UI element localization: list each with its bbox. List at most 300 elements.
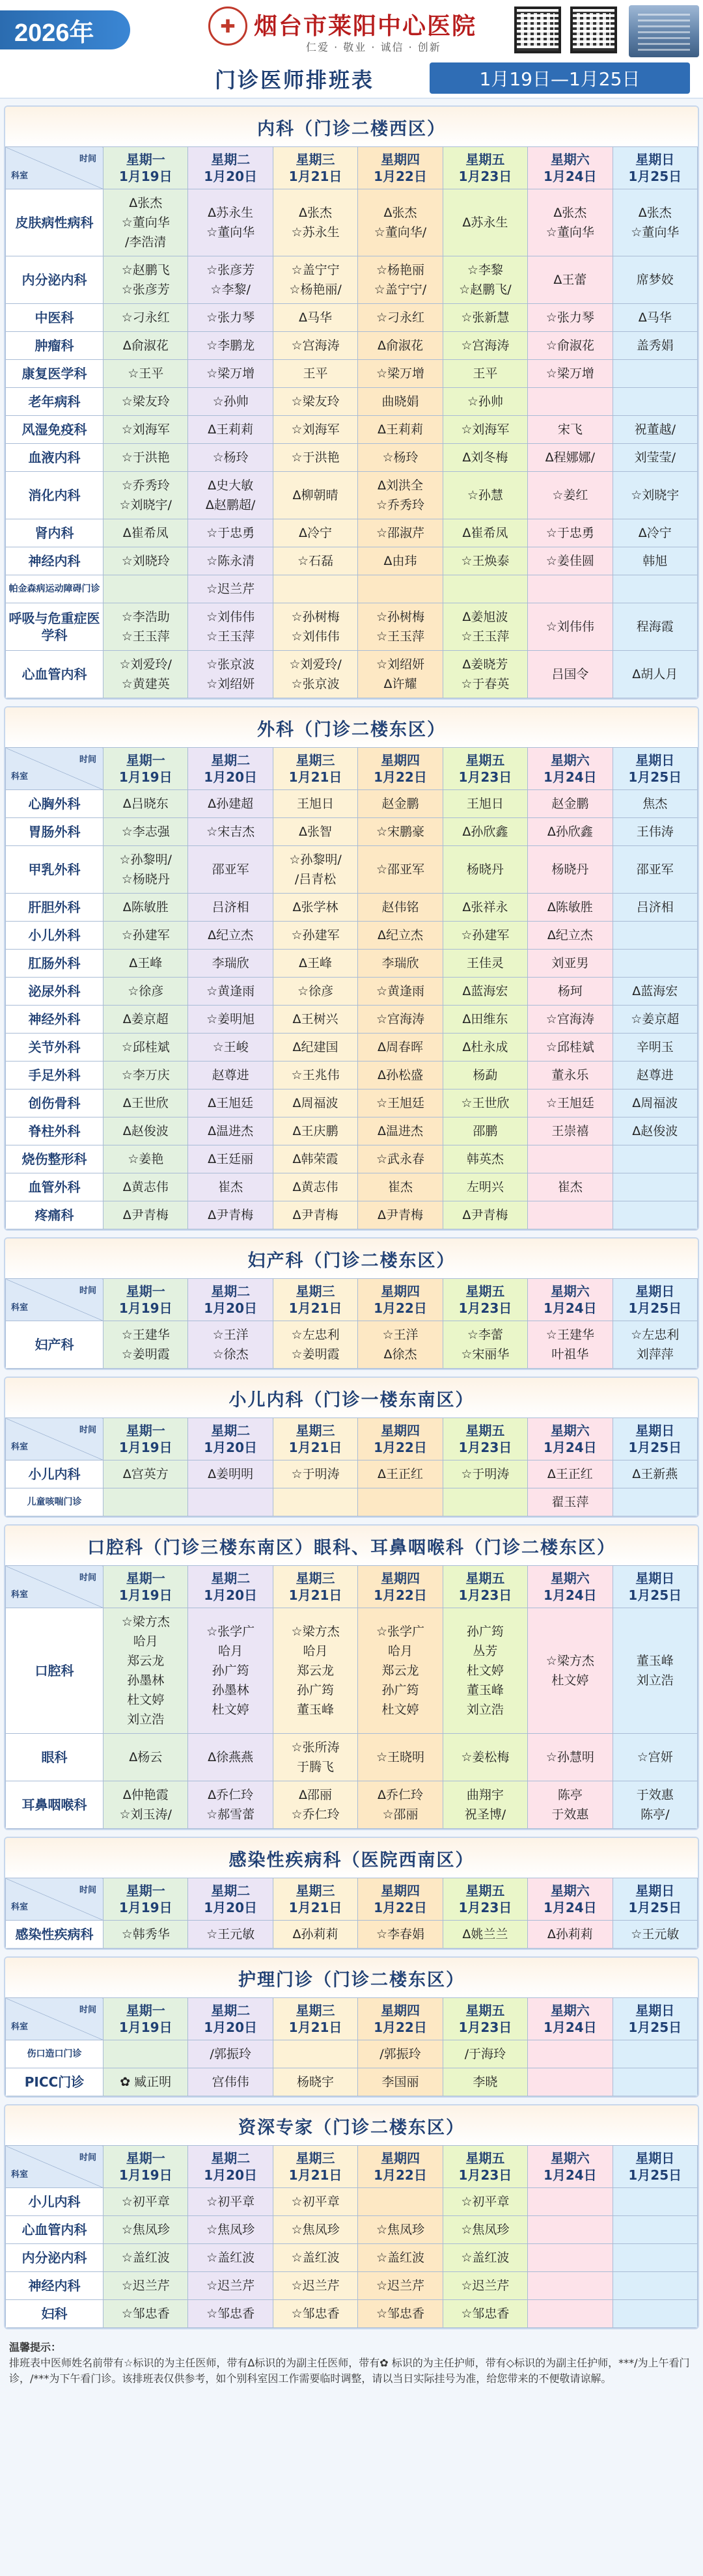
doctor-cell (613, 1201, 697, 1229)
doctor-cell: ☆盖红波 (358, 2244, 443, 2272)
corner-header (6, 2146, 103, 2188)
doctor-cell: ☆王峻 (188, 1034, 273, 1062)
doctor-cell: 王旭日 (273, 790, 357, 818)
weekday-label: 星期二 (211, 2150, 251, 2166)
doctor-cell (528, 2068, 613, 2096)
table-row (6, 790, 698, 818)
day-header (443, 147, 527, 189)
day-header (188, 1279, 273, 1321)
day-header (273, 748, 357, 790)
day-header (528, 1566, 613, 1608)
notes (4, 2336, 699, 2391)
dept-label: 科室 (11, 1902, 29, 1912)
doctor-cell: 董永乐 (528, 1062, 613, 1089)
doctor-cell: 李国丽 (358, 2068, 443, 2096)
date-label: 1月24日 (543, 1440, 597, 1455)
department-name: 妇产科 (6, 1321, 103, 1369)
date-label: 1月23日 (458, 1900, 512, 1915)
doctor-cell: 左明兴 (443, 1173, 527, 1201)
day-header (103, 1566, 188, 1608)
weekday-label: 星期二 (211, 1570, 251, 1586)
doctor-cell: 祝董越/ (613, 416, 697, 444)
doctor-cell: Δ王旭廷 (188, 1089, 273, 1117)
section-title: 妇产科（门诊二楼东区） (5, 1239, 698, 1278)
doctor-cell: Δ仲艳霞 ☆刘玉涛/ (103, 1781, 188, 1829)
doctor-cell: ☆梁方杰 哈月 郑云龙 孙墨林 杜文婷 刘立浩 (103, 1608, 188, 1734)
schedule-section (4, 706, 699, 1231)
doctor-cell: ☆王世欣 (443, 1089, 527, 1117)
doctor-cell: 席梦姣 (613, 256, 697, 304)
date-label: 1月25日 (628, 2167, 682, 2183)
doctor-cell: ☆邵亚军 (358, 846, 443, 894)
day-header (273, 1878, 357, 1921)
corner-header (6, 1418, 103, 1460)
doctor-cell: 刘亚男 (528, 950, 613, 978)
doctor-cell: ☆于洪艳 (273, 444, 357, 472)
weekday-label: 星期四 (380, 1883, 420, 1898)
day-header (103, 1418, 188, 1460)
date-label: 1月21日 (288, 1587, 342, 1603)
doctor-cell (528, 575, 613, 603)
time-label: 时间 (79, 1286, 96, 1296)
doctor-cell: ☆杨玲 (188, 444, 273, 472)
date-label: 1月22日 (374, 1587, 427, 1603)
doctor-cell: ☆姜京超 (613, 1006, 697, 1034)
date-label: 1月22日 (374, 1900, 427, 1915)
doctor-cell: ☆宫妍 (613, 1734, 697, 1781)
doctor-cell: ☆李志强 (103, 818, 188, 846)
doctor-cell: ☆李万庆 (103, 1062, 188, 1089)
doctor-cell: 辛明玉 (613, 1034, 697, 1062)
doctor-cell: ☆王兆伟 (273, 1062, 357, 1089)
qr-code-icon[interactable] (570, 7, 617, 53)
schedule-section (4, 105, 699, 700)
table-row (6, 547, 698, 575)
doctor-cell: 崔杰 (188, 1173, 273, 1201)
doctor-cell (188, 1488, 273, 1516)
date-label: 1月23日 (458, 769, 512, 785)
schedule-section (4, 1237, 699, 1370)
date-label: 1月24日 (543, 2020, 597, 2035)
doctor-cell (613, 950, 697, 978)
day-header (528, 1418, 613, 1460)
doctor-cell: ☆刘海军 (443, 416, 527, 444)
doctor-cell: Δ王峰 (103, 950, 188, 978)
department-name: 肾内科 (6, 519, 103, 547)
weekday-label: 星期日 (635, 2150, 675, 2166)
doctor-cell: Δ孙莉莉 (273, 1921, 357, 1949)
doctor-cell: ☆王元敏 (188, 1921, 273, 1949)
doctor-cell (528, 2216, 613, 2244)
table-header-row (6, 748, 698, 790)
doctor-cell (613, 2040, 697, 2068)
doctor-cell: Δ张智 (273, 818, 357, 846)
doctor-cell (613, 1488, 697, 1516)
date-label: 1月23日 (458, 2167, 512, 2183)
doctor-cell: ☆张学广 哈月 郑云龙 孙广筠 杜文婷 (358, 1608, 443, 1734)
table-row (6, 846, 698, 894)
doctor-cell: ☆王旭廷 (358, 1089, 443, 1117)
weekday-label: 星期一 (126, 152, 165, 167)
doctor-cell: Δ王新燕 (613, 1460, 697, 1488)
doctor-cell: ☆宫海涛 (443, 332, 527, 360)
day-header (188, 1566, 273, 1608)
weekday-label: 星期二 (211, 1283, 251, 1299)
weekday-label: 星期三 (296, 2003, 335, 2018)
date-label: 1月20日 (204, 2167, 257, 2183)
date-label: 1月19日 (118, 169, 172, 184)
doctor-cell: Δ陈敏胜 (528, 894, 613, 922)
doctor-cell: Δ尹青梅 (103, 1201, 188, 1229)
doctor-cell: 赵金鹏 (358, 790, 443, 818)
doctor-cell: ☆于明涛 (273, 1460, 357, 1488)
doctor-cell: ☆黄逢雨 (188, 978, 273, 1006)
doctor-cell: Δ冷宁 (273, 519, 357, 547)
table-header-row (6, 1566, 698, 1608)
date-label: 1月22日 (374, 2167, 427, 2183)
day-header (273, 1998, 357, 2040)
weekday-label: 星期一 (126, 752, 165, 768)
doctor-cell: ☆王洋 ☆徐杰 (188, 1321, 273, 1369)
doctor-cell: 赵尊进 (188, 1062, 273, 1089)
date-label: 1月20日 (204, 1300, 257, 1316)
doctor-cell: Δ周福波 (273, 1089, 357, 1117)
table-row (6, 2188, 698, 2216)
department-name: 口腔科 (6, 1608, 103, 1734)
doctor-cell: ☆邹忠香 (188, 2300, 273, 2328)
date-label: 1月21日 (288, 1440, 342, 1455)
doctor-cell: 王崇禧 (528, 1117, 613, 1145)
doctor-cell: Δ杜永成 (443, 1034, 527, 1062)
doctor-cell: ☆陈永清 (188, 547, 273, 575)
doctor-cell: 盖秀娟 (613, 332, 697, 360)
day-header (188, 147, 273, 189)
date-label: 1月22日 (374, 169, 427, 184)
weekday-label: 星期日 (635, 1570, 675, 1586)
schedule-section (4, 1377, 699, 1518)
schedule-table (5, 2145, 698, 2328)
weekday-label: 星期六 (550, 752, 590, 768)
day-header (613, 147, 697, 189)
doctor-cell: Δ黄志伟 (103, 1173, 188, 1201)
department-name: 关节外科 (6, 1034, 103, 1062)
doctor-cell: ☆迟兰芹 (358, 2272, 443, 2300)
schedule-table (5, 747, 698, 1229)
doctor-cell: 杨晓丹 (443, 846, 527, 894)
doctor-cell (613, 2244, 697, 2272)
doctor-cell: ☆刘爱玲/ ☆黄建英 (103, 651, 188, 698)
doctor-cell: ☆韩秀华 (103, 1921, 188, 1949)
doctor-cell: ☆焦凤珍 (103, 2216, 188, 2244)
dept-label: 科室 (11, 1442, 29, 1452)
weekday-label: 星期四 (380, 1423, 420, 1438)
weekday-label: 星期三 (296, 152, 335, 167)
hospital-logo-icon: ✚ (208, 7, 247, 46)
doctor-cell: ☆迟兰芹 (103, 2272, 188, 2300)
doctor-cell (358, 2188, 443, 2216)
time-label: 时间 (79, 755, 96, 765)
doctor-cell: Δ胡人月 (613, 651, 697, 698)
doctor-cell: ☆宫海涛 (528, 1006, 613, 1034)
time-label: 时间 (79, 2005, 96, 2015)
time-label: 时间 (79, 154, 96, 164)
doctor-cell: 崔杰 (528, 1173, 613, 1201)
date-label: 1月20日 (204, 1587, 257, 1603)
doctor-cell: Δ王正红 (358, 1460, 443, 1488)
doctor-cell (528, 2040, 613, 2068)
weekday-label: 星期五 (465, 152, 505, 167)
doctor-cell: ☆迟兰芹 (188, 2272, 273, 2300)
section-title: 内科（门诊二楼西区） (5, 107, 698, 146)
day-header (528, 748, 613, 790)
date-label: 1月23日 (458, 169, 512, 184)
weekday-label: 星期四 (380, 1570, 420, 1586)
doctor-cell: ☆梁友玲 (103, 388, 188, 416)
weekday-label: 星期五 (465, 752, 505, 768)
department-name: 伤口造口门诊 (6, 2040, 103, 2068)
doctor-cell: 程海霞 (613, 603, 697, 651)
corner-header (6, 147, 103, 189)
doctor-cell: Δ王正红 (528, 1460, 613, 1488)
date-range: 1月19日—1月25日 (430, 62, 690, 94)
dept-label: 科室 (11, 1303, 29, 1313)
doctor-cell (103, 1488, 188, 1516)
corner-header (6, 1566, 103, 1608)
table-row (6, 2272, 698, 2300)
doctor-cell: ☆王建华 ☆姜明霞 (103, 1321, 188, 1369)
table-row (6, 1173, 698, 1201)
doctor-cell: ☆王平 (103, 360, 188, 388)
doctor-cell: Δ孙莉莉 (528, 1921, 613, 1949)
doctor-cell: ☆俞淑花 (528, 332, 613, 360)
doctor-cell (358, 1488, 443, 1516)
doctor-cell (613, 2188, 697, 2216)
doctor-cell: ☆孙帅 (443, 388, 527, 416)
department-name: 老年病科 (6, 388, 103, 416)
doctor-cell: 宋飞 (528, 416, 613, 444)
weekday-label: 星期一 (126, 1883, 165, 1898)
table-row (6, 894, 698, 922)
hospital-slogan: 仁爱 · 敬业 · 诚信 · 创新 (306, 41, 441, 53)
weekday-label: 星期五 (465, 2150, 505, 2166)
doctor-cell: ☆邵淑芹 (358, 519, 443, 547)
day-header (443, 748, 527, 790)
day-header (528, 2146, 613, 2188)
day-header (443, 1418, 527, 1460)
day-header (188, 2146, 273, 2188)
department-name: 耳鼻咽喉科 (6, 1781, 103, 1829)
date-label: 1月20日 (204, 169, 257, 184)
doctor-cell: Δ王蕾 (528, 256, 613, 304)
table-row (6, 978, 698, 1006)
date-label: 1月24日 (543, 2167, 597, 2183)
qr-code-icon[interactable] (514, 7, 561, 53)
doctor-cell: ☆盖红波 (103, 2244, 188, 2272)
doctor-cell: Δ尹青梅 (188, 1201, 273, 1229)
date-label: 1月21日 (288, 1900, 342, 1915)
doctor-cell: ☆姜红 (528, 472, 613, 519)
doctor-cell: ☆杨玲 (358, 444, 443, 472)
doctor-cell (273, 2040, 357, 2068)
doctor-cell: ☆刁永红 (358, 304, 443, 332)
doctor-cell: ☆梁方杰 杜文婷 (528, 1608, 613, 1734)
doctor-cell (358, 575, 443, 603)
day-header (358, 748, 443, 790)
doctor-cell: Δ刘冬梅 (443, 444, 527, 472)
doctor-cell: 陈亭 于效惠 (528, 1781, 613, 1829)
doctor-cell: Δ柳朝晴 (273, 472, 357, 519)
table-row (6, 1089, 698, 1117)
doctor-cell: ☆张新慧 (443, 304, 527, 332)
date-label: 1月19日 (118, 2020, 172, 2035)
doctor-cell: ☆王洋 Δ徐杰 (358, 1321, 443, 1369)
doctor-cell: ☆武永春 (358, 1145, 443, 1173)
section-title: 外科（门诊二楼东区） (5, 707, 698, 747)
section-title: 小儿内科（门诊一楼东南区） (5, 1378, 698, 1418)
doctor-cell: ☆于洪艳 (103, 444, 188, 472)
day-header (188, 1998, 273, 2040)
doctor-cell: ☆梁万增 (358, 360, 443, 388)
table-row (6, 304, 698, 332)
doctor-cell: ☆迟兰芹 (443, 2272, 527, 2300)
corner-header (6, 1998, 103, 2040)
doctor-cell: ☆邱桂斌 (528, 1034, 613, 1062)
day-header (103, 1998, 188, 2040)
weekday-label: 星期六 (550, 1283, 590, 1299)
table-row (6, 1062, 698, 1089)
day-header (358, 1418, 443, 1460)
date-label: 1月19日 (118, 2167, 172, 2183)
department-name: 帕金森病运动障碍门诊 (6, 575, 103, 603)
department-name: 康复医学科 (6, 360, 103, 388)
doctor-cell: Δ姜明明 (188, 1460, 273, 1488)
date-label: 1月24日 (543, 1900, 597, 1915)
doctor-cell: ☆李浩助 ☆王玉萍 (103, 603, 188, 651)
doctor-cell: ☆王元敏 (613, 1921, 697, 1949)
doctor-cell: Δ田维东 (443, 1006, 527, 1034)
weekday-label: 星期五 (465, 1570, 505, 1586)
doctor-cell: ☆邹忠香 (103, 2300, 188, 2328)
doctor-cell: ☆初平章 (188, 2188, 273, 2216)
doctor-cell: ☆石磊 (273, 547, 357, 575)
doctor-cell: ☆盖红波 (443, 2244, 527, 2272)
doctor-cell: ☆张京波 ☆刘绍妍 (188, 651, 273, 698)
table-row (6, 416, 698, 444)
doctor-cell: 吕济相 (613, 894, 697, 922)
doctor-cell: ☆孙建军 (443, 922, 527, 950)
weekday-label: 星期五 (465, 1423, 505, 1438)
table-row (6, 922, 698, 950)
doctor-cell: ☆张所涛 于腾飞 (273, 1734, 357, 1781)
weekday-label: 星期日 (635, 2003, 675, 2018)
weekday-label: 星期三 (296, 752, 335, 768)
dept-label: 科室 (11, 2170, 29, 2180)
doctor-cell: ☆宋鹏豪 (358, 818, 443, 846)
weekday-label: 星期三 (296, 1883, 335, 1898)
table-row (6, 2216, 698, 2244)
doctor-cell: ☆王晓明 (358, 1734, 443, 1781)
day-header (613, 748, 697, 790)
day-header (613, 1418, 697, 1460)
schedule-section (4, 1837, 699, 1950)
table-row (6, 519, 698, 547)
doctor-cell: ✿ 臧正明 (103, 2068, 188, 2096)
doctor-cell: Δ姜旭波 ☆王玉萍 (443, 603, 527, 651)
doctor-cell: Δ王峰 (273, 950, 357, 978)
doctor-cell: ☆刘晓玲 (103, 547, 188, 575)
table-row (6, 1608, 698, 1734)
doctor-cell: ☆左忠利 ☆姜明霞 (273, 1321, 357, 1369)
department-name: 儿童咳喘门诊 (6, 1488, 103, 1516)
doctor-cell: Δ纪立杰 (528, 922, 613, 950)
doctor-cell: Δ吕晓东 (103, 790, 188, 818)
doctor-cell: 王平 (273, 360, 357, 388)
doctor-cell: 李晓 (443, 2068, 527, 2096)
weekday-label: 星期四 (380, 752, 420, 768)
doctor-cell (103, 575, 188, 603)
schedule-table (5, 146, 698, 698)
weekday-label: 星期二 (211, 1423, 251, 1438)
table-row (6, 472, 698, 519)
date-label: 1月21日 (288, 1300, 342, 1316)
doctor-cell: ☆焦凤珍 (358, 2216, 443, 2244)
doctor-cell: Δ马华 (273, 304, 357, 332)
schedule-table (5, 1565, 698, 1829)
date-label: 1月25日 (628, 1300, 682, 1316)
doctor-cell: Δ姜京超 (103, 1006, 188, 1034)
doctor-cell: Δ温进杰 (188, 1117, 273, 1145)
doctor-cell: Δ王树兴 (273, 1006, 357, 1034)
doctor-cell: Δ孙松盛 (358, 1062, 443, 1089)
doctor-cell: 李瑞欣 (358, 950, 443, 978)
doctor-cell: ☆孙建军 (273, 922, 357, 950)
day-header (188, 1418, 273, 1460)
day-header (443, 1279, 527, 1321)
weekday-label: 星期一 (126, 1423, 165, 1438)
doctor-cell: 吕国令 (528, 651, 613, 698)
doctor-cell (613, 1173, 697, 1201)
table-row (6, 1201, 698, 1229)
table-row (6, 1321, 698, 1369)
doctor-cell: Δ纪立杰 (188, 922, 273, 950)
doctor-cell: ☆盖红波 (273, 2244, 357, 2272)
day-header (358, 1878, 443, 1921)
weekday-label: 星期日 (635, 152, 675, 167)
doctor-cell: ☆李黎 ☆赵鹏飞/ (443, 256, 527, 304)
doctor-cell: 李瑞欣 (188, 950, 273, 978)
date-label: 1月25日 (628, 769, 682, 785)
department-name: 胃肠外科 (6, 818, 103, 846)
weekday-label: 星期六 (550, 152, 590, 167)
day-header (358, 1279, 443, 1321)
doctor-cell: Δ赵俊波 (613, 1117, 697, 1145)
date-label: 1月24日 (543, 169, 597, 184)
weekday-label: 星期日 (635, 752, 675, 768)
doctor-cell: Δ尹青梅 (273, 1201, 357, 1229)
doctor-cell: 王佳灵 (443, 950, 527, 978)
date-label: 1月23日 (458, 1300, 512, 1316)
department-name: 肿瘤科 (6, 332, 103, 360)
corner-header (6, 1279, 103, 1321)
doctor-cell: 于效惠 陈亭/ (613, 1781, 697, 1829)
day-header (358, 1998, 443, 2040)
doctor-cell: ☆刁永红 (103, 304, 188, 332)
doctor-cell: ☆孙黎明/ ☆杨晓丹 (103, 846, 188, 894)
doctor-cell: Δ孙欣鑫 (443, 818, 527, 846)
doctor-cell: /郭振玲 (188, 2040, 273, 2068)
date-label: 1月23日 (458, 2020, 512, 2035)
date-label: 1月22日 (374, 769, 427, 785)
